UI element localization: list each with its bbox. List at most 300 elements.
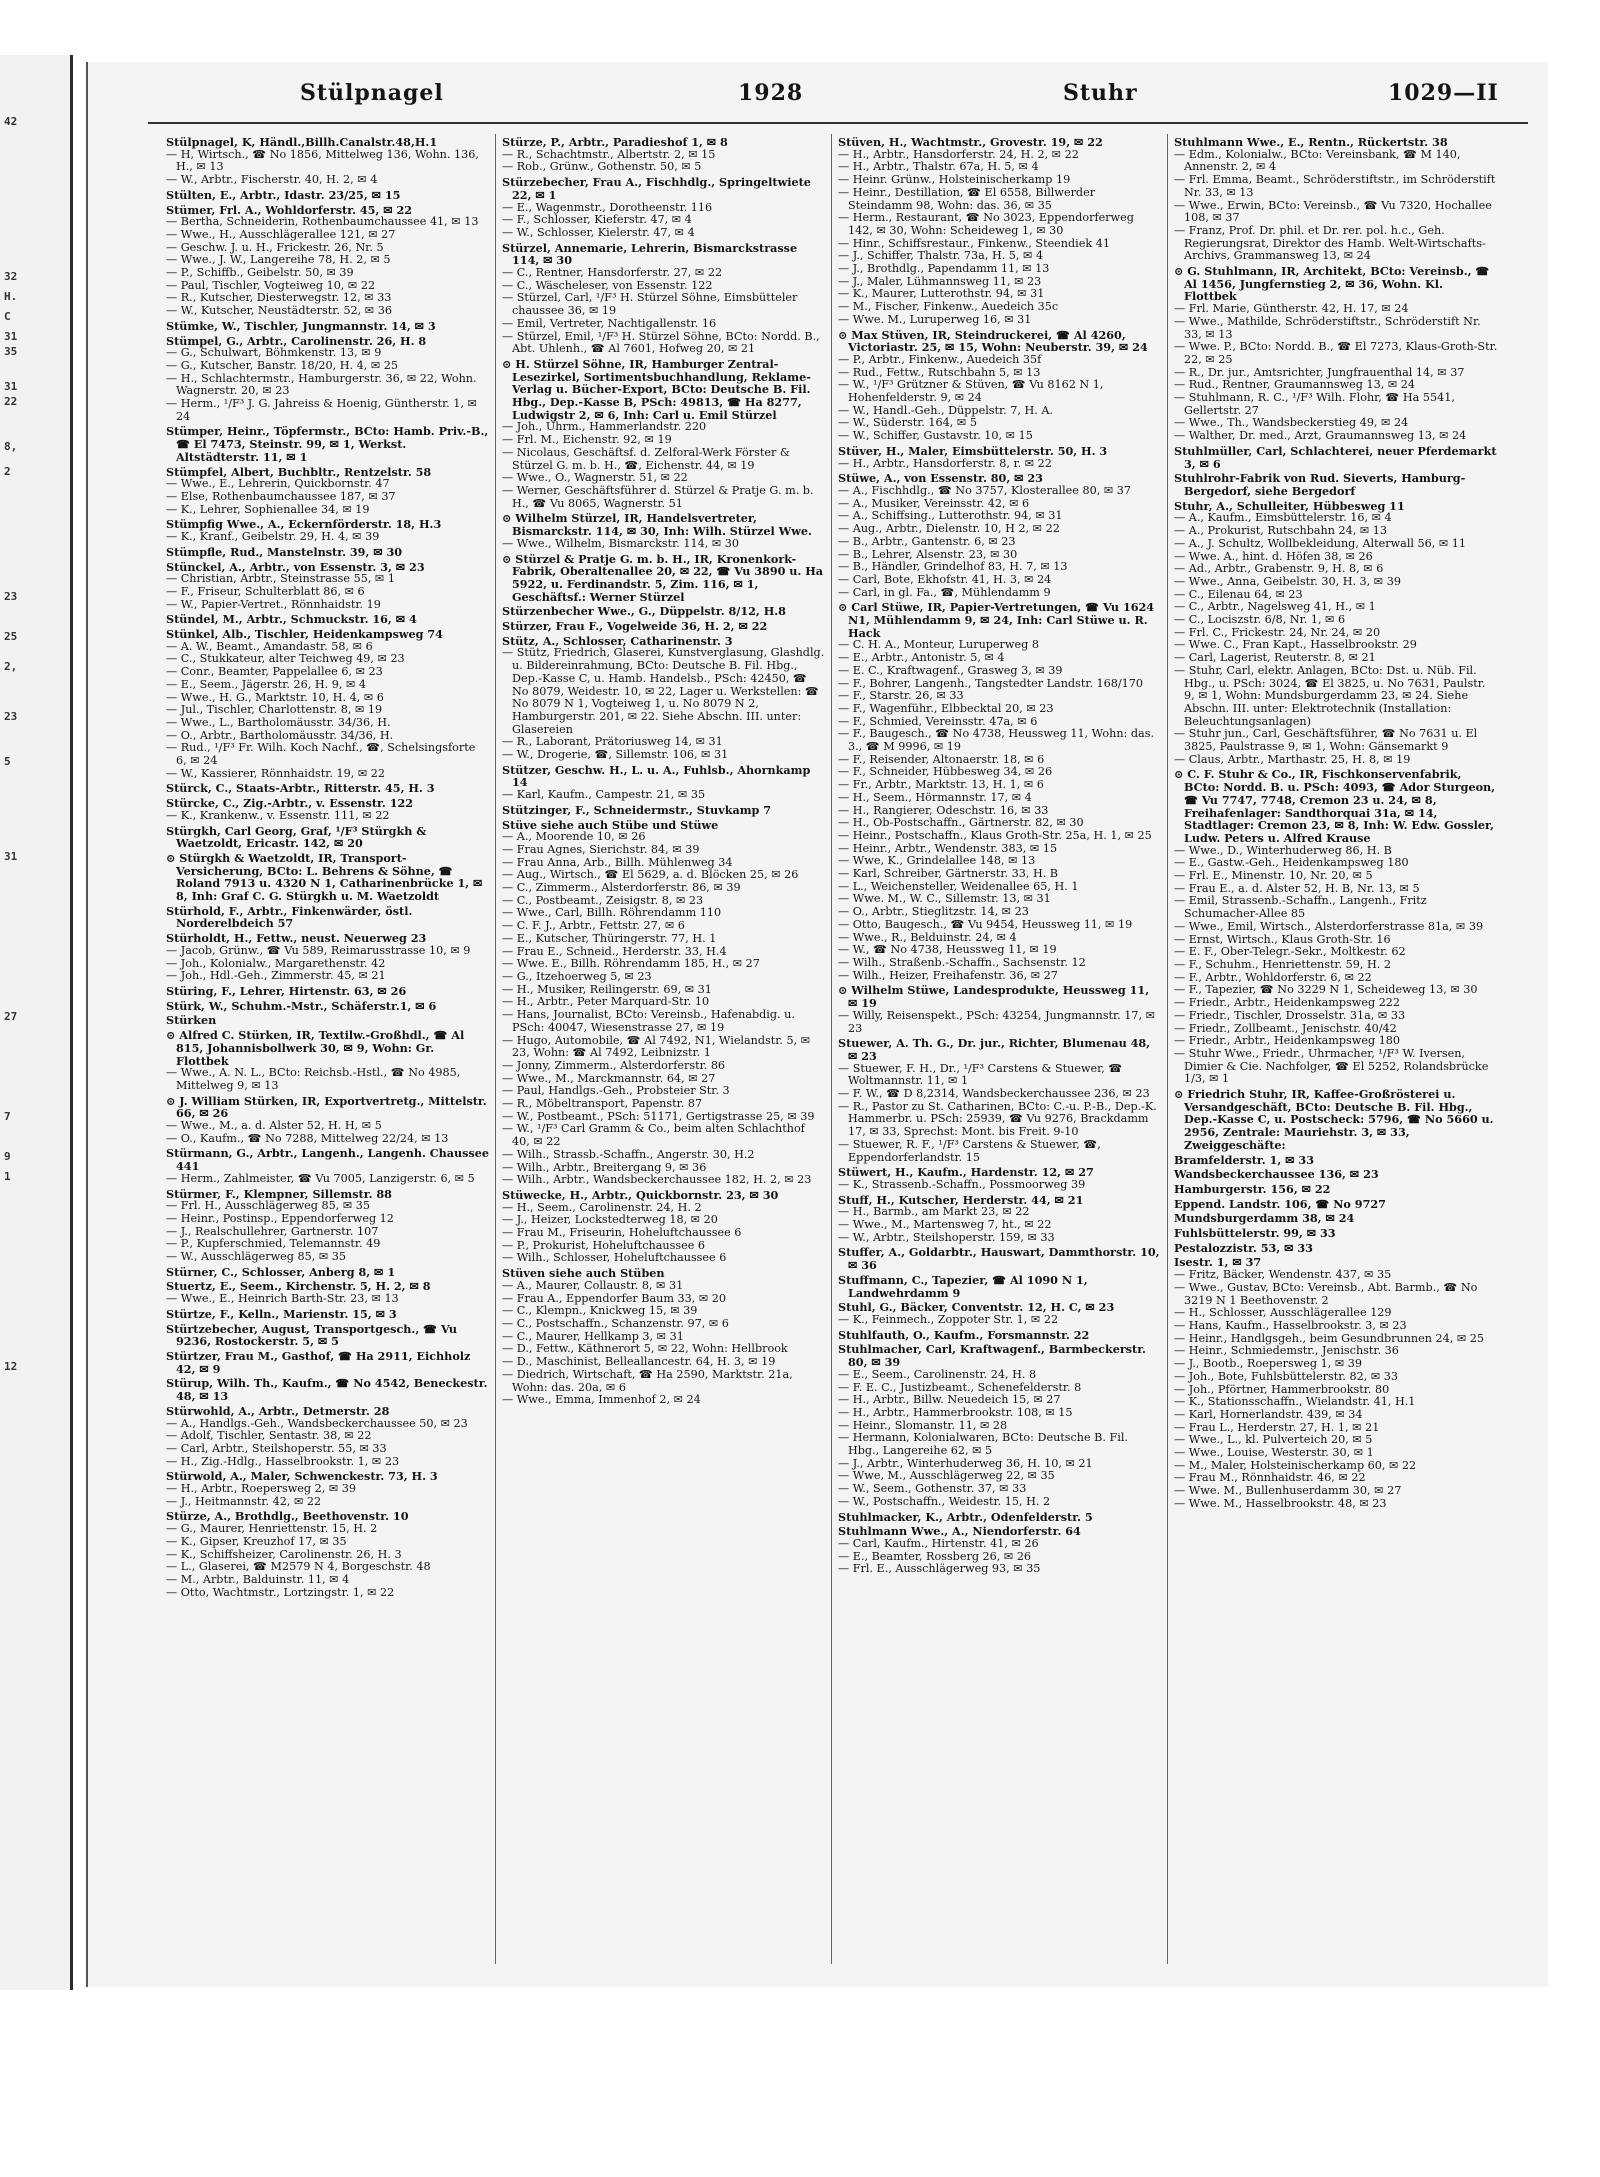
directory-entry: — F., Schmied, Vereinsstr. 47a, ✉ 6 xyxy=(838,714,1038,728)
directory-entry: Stützinger, F., Schneidermstr., Stuvkamp 7 xyxy=(502,802,772,817)
directory-entry: — Stürzel, Emil, ¹/F³ H. Stürzel Söhne, BCto: Nordd. B., Abt. Uhlenh., ☎ Al 7601, Hofweg 20, ✉ 21 xyxy=(502,329,820,356)
directory-entry: — Frau A., Eppendorfer Baum 33, ✉ 20 xyxy=(502,1291,727,1305)
directory-entry: — Wwe., M., a. d. Alster 52, H. H, ✉ 5 xyxy=(166,1119,382,1133)
header-year: 1928 xyxy=(738,80,804,106)
directory-entry: — Frl. Marie, Güntherstr. 42, H. 17, ✉ 24 xyxy=(1174,302,1409,316)
directory-entry: Stüwe, A., von Essenstr. 80, ✉ 23 xyxy=(838,471,1043,486)
left-margin-number: H. xyxy=(4,290,18,303)
directory-entry: — C., Eilenau 64, ✉ 23 xyxy=(1174,587,1303,601)
directory-entry: Mundsburgerdamm 38, ✉ 24 xyxy=(1174,1211,1355,1226)
directory-entry: — Stuewer, R. F., ¹/F³ Carstens & Stuewer, ☎, Eppendorferlandstr. 15 xyxy=(838,1137,1101,1164)
directory-entry: — J., Heitmannstr. 42, ✉ 22 xyxy=(166,1494,322,1508)
left-margin-number: 31 xyxy=(4,380,18,393)
directory-entry: Stütz, A., Schlosser, Catharinenstr. 3 xyxy=(502,633,733,648)
directory-entry: — J., Maler, Lühmannsweg 11, ✉ 23 xyxy=(838,274,1042,288)
directory-entry: Stündel, M., Arbtr., Schmuckstr. 16, ✉ 4 xyxy=(166,612,417,627)
directory-entry: Stürup, Wilh. Th., Kaufm., ☎ No 4542, Beneckestr. 48, ✉ 13 xyxy=(166,1376,488,1404)
header-first-name: Stülpnagel xyxy=(300,80,444,106)
directory-entry: — H., Musiker, Reilingerstr. 69, ✉ 31 xyxy=(502,982,712,996)
directory-entry: — Frl. H., Ausschlägerweg 85, ✉ 35 xyxy=(166,1199,371,1213)
directory-entry: Stürgkh, Carl Georg, Graf, ¹/F³ Stürgkh & Waetzoldt, Ericastr. 142, ✉ 20 xyxy=(166,823,427,851)
directory-entry: Stürzer, Frau F., Vogelweide 36, H. 2, ✉ 22 xyxy=(502,619,768,634)
directory-entry: — Adolf, Tischler, Sentastr. 38, ✉ 22 xyxy=(166,1429,372,1443)
directory-entry: — Stuhlmann, R. C., ¹/F³ Wilh. Flohr, ☎ Ha 5541, Gellertstr. 27 xyxy=(1174,391,1455,417)
directory-entry: — Emil, Vertreter, Nachtigallenstr. 16 xyxy=(502,316,717,330)
directory-entry: — F., Schneider, Hübbesweg 34, ✉ 26 xyxy=(838,765,1053,779)
directory-entry: — Rob., Grünw., Gothenstr. 50, ✉ 5 xyxy=(502,160,702,174)
directory-entry: — Stuewer, F. H., Dr., ¹/F³ Carstens & Stuewer, ☎ Woltmannstr. 11, ✉ 1 xyxy=(838,1061,1123,1088)
directory-entry: — Heinr., Arbtr., Wendenstr. 383, ✉ 15 xyxy=(838,841,1058,855)
directory-entry: — Frau M., Friseurin, Hoheluftchaussee 6 xyxy=(502,1226,742,1240)
directory-entry: Stümpel, G., Arbtr., Carolinenstr. 26, H. 8 xyxy=(166,333,427,348)
directory-entry: — G., Schulwart, Böhmkenstr. 13, ✉ 9 xyxy=(166,346,382,360)
directory-entry: Stuhlmann Wwe., E., Rentn., Rückertstr. 38 xyxy=(1174,135,1448,149)
directory-entry: — Hermann, Kolonialwaren, BCto: Deutsche B. Fil. Hbg., Langereihe 62, ✉ 5 xyxy=(838,1431,1128,1458)
header-page-number: 1029—II xyxy=(1388,80,1499,106)
directory-entry: — Carl, in gl. Fa., ☎, Mühlendamm 9 xyxy=(838,585,1051,599)
directory-entry: — Wwe. M., W. C., Sillemstr. 13, ✉ 31 xyxy=(838,892,1051,906)
directory-entry: — Wwe. P., BCto: Nordd. B., ☎ El 7273, Klaus-Groth-Str. 22, ✉ 25 xyxy=(1174,340,1498,366)
directory-entry: — Hugo, Automobile, ☎ Al 7492, N1, Wielandstr. 5, ✉ 23, Wohn: ☎ Al 7492, Leibnizstr. 1 xyxy=(502,1033,811,1060)
left-margin-number: 25 xyxy=(4,630,18,643)
directory-entry: — W., Drogerie, ☎, Sillemstr. 106, ✉ 31 xyxy=(502,748,729,762)
directory-entry: — Frl. Emma, Beamt., Schröderstiftstr., im Schröderstift Nr. 33, ✉ 13 xyxy=(1174,173,1496,199)
directory-entry: Stuhlmann Wwe., A., Niendorferstr. 64 xyxy=(838,1524,1081,1539)
directory-entry: — Wwe., Erwin, BCto: Vereinsb., ☎ Vu 7320, Hochallee 108, ✉ 37 xyxy=(1174,198,1492,225)
directory-entry: — W., ¹/F³ Carl Gramm & Co., beim alten Schlachthof 40, ✉ 22 xyxy=(502,1122,805,1149)
directory-entry: — B., Arbtr., Gantenstr. 6, ✉ 23 xyxy=(838,534,1016,548)
directory-entry: — E., Kutscher, Thüringerstr. 77, H. 1 xyxy=(502,931,717,945)
directory-entry: — E., Beamter, Rossberg 26, ✉ 26 xyxy=(838,1549,1032,1563)
directory-entry: — E., Gastw.-Geh., Heidenkampsweg 180 xyxy=(1174,856,1409,870)
directory-entry: — P., Kupferschmied, Telemannstr. 49 xyxy=(166,1237,381,1251)
directory-entry: Stürcke, C., Zig.-Arbtr., v. Essenstr. 122 xyxy=(166,796,414,811)
directory-entry: — A. W., Beamt., Amandastr. 58, ✉ 6 xyxy=(166,639,373,653)
directory-entry: — Heinr., Slomanstr. 11, ✉ 28 xyxy=(838,1418,1008,1432)
directory-entry: ⊙ C. F. Stuhr & Co., IR, Fischkonservenfabrik, BCto: Nordd. B. u. PSch: 4093, ☎ Ador Sturgeon, ☎ Vu 7747, 7748, Cremon 23 u. 24, ✉ 8, Freihafenlager: Sandthorquai 31a, ✉ 14, Stadtlager: Cremon 23, ✉ 8, Inh: W. Edw. Gossler, Ludw. Peters u. Alfred Krause xyxy=(1174,767,1496,845)
directory-entry: — Wwe, M., Ausschlägerweg 22, ✉ 35 xyxy=(838,1469,1055,1483)
directory-entry: — Stuhr Wwe., Friedr., Uhrmacher, ¹/F³ W. Iversen, Dimier & Cie. Nachfolger, ☎ El 5252, Rolandsbrücke 1/3, ✉ 1 xyxy=(1174,1046,1489,1086)
directory-entry: — Hinr., Schiffsrestaur., Finkenw., Steendiek 41 xyxy=(838,236,1110,250)
directory-entry: — Fr., Arbtr., Marktstr. 13, H. 1, ✉ 6 xyxy=(838,778,1044,792)
directory-entry: — C. H. A., Monteur, Luruperweg 8 xyxy=(838,638,1039,652)
directory-entry: Fuhlsbüttelerstr. 99, ✉ 33 xyxy=(1174,1226,1336,1241)
directory-entry: Stuhl, G., Bäcker, Conventstr. 12, H. C, ✉ 23 xyxy=(838,1300,1115,1315)
directory-entry: — Wwe., L., Bartholomäusstr. 34/36, H. xyxy=(166,715,391,729)
directory-entry: — Aug., Wirtsch., ☎ El 5629, a. d. Blöcken 25, ✉ 26 xyxy=(502,868,799,882)
directory-entry: Stürtzebecher, August, Transportgesch., ☎ Vu 9236, Rostockerstr. 5, ✉ 5 xyxy=(166,1321,458,1349)
directory-entry: — W., Arbtr., Steilshoperstr. 159, ✉ 33 xyxy=(838,1230,1055,1244)
directory-entry: — C., Wäscheleser, von Essenstr. 122 xyxy=(502,278,713,292)
column-2 xyxy=(496,134,832,1964)
directory-entry: — K., Maurer, Lutterothstr. 94, ✉ 31 xyxy=(838,287,1045,301)
directory-entry: Stürhold, F., Arbtr., Finkenwärder, östl. Norderelbdeich 57 xyxy=(166,903,413,931)
header-rule xyxy=(148,122,1528,124)
directory-entry: — H., Arbtr., Hansdorferstr. 24, H. 2, ✉ 22 xyxy=(838,147,1079,161)
directory-entry: — C., Maurer, Hellkamp 3, ✉ 31 xyxy=(502,1329,684,1343)
directory-entry: — W., Arbtr., Fischerstr. 40, H. 2, ✉ 4 xyxy=(166,173,378,187)
directory-entry: — C., Lociszstr. 6/8, Nr. 1, ✉ 6 xyxy=(1174,613,1346,627)
directory-entry: — R., Laborant, Prätoriusweg 14, ✉ 31 xyxy=(502,735,723,749)
directory-entry: ⊙ Stürzel & Pratje G. m. b. H., IR, Kronenkork-Fabrik, Oberaltenallee 20, ✉ 22, ☎ Vu 3890 u. Ha 5922, u. Ferdinandstr. 5, Zim. 116, ✉ 1, Geschäftsf.: Werner Stürzel xyxy=(502,551,824,604)
directory-entry: — C., Postschaffn., Schanzenstr. 97, ✉ 6 xyxy=(502,1316,729,1330)
directory-entry: Stüven, H., Wachtmstr., Grovestr. 19, ✉ 22 xyxy=(838,135,1103,149)
directory-entry: Stuhlmüller, Carl, Schlachterei, neuer Pferdemarkt 3, ✉ 6 xyxy=(1174,443,1497,471)
directory-entry: — Karl, Schreiber, Gärtnerstr. 33, H. B xyxy=(838,867,1059,881)
left-margin-number: 7 xyxy=(4,1110,11,1123)
directory-entry: — Carl, Lagerist, Reuterstr. 8, ✉ 21 xyxy=(1174,651,1376,665)
directory-entry: — K., Gipser, Kreuzhof 17, ✉ 35 xyxy=(166,1534,347,1548)
directory-entry: — Jul., Tischler, Charlottenstr. 8, ✉ 19 xyxy=(166,703,383,717)
directory-entry: — J., Heizer, Lockstedterweg 18, ✉ 20 xyxy=(502,1213,718,1227)
directory-entry: — A., Handlgs.-Geh., Wandsbeckerchaussee 50, ✉ 23 xyxy=(166,1416,468,1430)
directory-entry: — C., Postbeamt., Zeisigstr. 8, ✉ 23 xyxy=(502,893,704,907)
directory-entry: — Joh., Pförtner, Hammerbrookstr. 80 xyxy=(1174,1382,1390,1396)
directory-entry: — Wwe., L., kl. Pulverteich 20, ✉ 5 xyxy=(1174,1433,1373,1447)
page-header xyxy=(88,72,1548,122)
directory-entry: ⊙ Carl Stüwe, IR, Papier-Vertretungen, ☎ Vu 1624 N1, Mühlendamm 9, ✉ 24, Inh: Carl Stüwe u. R. Hack xyxy=(838,600,1155,640)
directory-entry: — Otto, Baugesch., ☎ Vu 9454, Heussweg 11, ✉ 19 xyxy=(838,917,1133,931)
directory-entry: Stüve siehe auch Stübe und Stüwe xyxy=(502,817,719,832)
directory-entry: Stümpfig Wwe., A., Eckernförderstr. 18, H.3 xyxy=(166,517,442,532)
directory-entry: — Wilh., Arbtr., Wandsbeckerchaussee 182, H. 2, ✉ 23 xyxy=(502,1173,812,1187)
directory-entry: Stuewer, A. Th. G., Dr. jur., Richter, Blumenau 48, ✉ 23 xyxy=(838,1036,1151,1063)
directory-entry: — E., Arbtr., Antonistr. 5, ✉ 4 xyxy=(838,651,1005,665)
directory-entry: — C. F. J., Arbtr., Fettstr. 27, ✉ 6 xyxy=(502,919,685,933)
directory-entry: — F., Baugesch., ☎ No 4738, Heussweg 11, Wohn: das. 3., ☎ M 9996, ✉ 19 xyxy=(838,727,1155,754)
directory-entry: — Paul, Handlgs.-Geh., Probsteier Str. 3 xyxy=(502,1084,730,1098)
directory-entry: Stuhlmacher, Carl, Kraftwagenf., Barmbeckerstr. 80, ✉ 39 xyxy=(838,1342,1146,1370)
directory-entry: — Frau M., Rönnhaidstr. 46, ✉ 22 xyxy=(1174,1471,1366,1485)
directory-entry: — Wwe., Louise, Westerstr. 30, ✉ 1 xyxy=(1174,1446,1374,1460)
directory-page xyxy=(86,62,1548,1987)
directory-entry: — F., Schuhm., Henriettenstr. 59, H. 2 xyxy=(1174,958,1392,971)
directory-entry: — L., Weichensteller, Weidenallee 65, H. 1 xyxy=(838,879,1079,893)
directory-entry: — C., Arbtr., Nagelsweg 41, H., ✉ 1 xyxy=(1174,600,1376,614)
directory-entry: — Willy, Reisenspekt., PSch: 43254, Jungmannstr. 17, ✉ 23 xyxy=(838,1008,1156,1035)
directory-entry: ⊙ Wilhelm Stüwe, Landesprodukte, Heussweg 11, ✉ 19 xyxy=(838,983,1150,1011)
directory-entry: — J., Bootb., Roepersweg 1, ✉ 39 xyxy=(1174,1357,1363,1371)
directory-entry: — Joh., Hdl.-Geh., Zimmerstr. 45, ✉ 21 xyxy=(166,969,386,983)
directory-entry: Stürken xyxy=(166,1013,217,1028)
directory-entry: — F., Friseur, Schulterblatt 86, ✉ 6 xyxy=(166,584,365,598)
directory-entry: Stürmer, F., Klempner, Sillemstr. 88 xyxy=(166,1186,392,1201)
column-1 xyxy=(160,134,496,1964)
directory-entry: — Edm., Kolonialw., BCto: Vereinsbank, ☎ M 140, Annenstr. 2, ✉ 4 xyxy=(1174,147,1461,174)
directory-entry: — W., Kassierer, Rönnhaidstr. 19, ✉ 22 xyxy=(166,766,386,780)
directory-entry: — W., ¹/F³ Grützner & Stüven, ☎ Vu 8162 N 1, Hohenfelderstr. 9, ✉ 24 xyxy=(838,378,1104,405)
directory-entry: — W., Postbeamt., PSch: 51171, Gertigstrasse 25, ✉ 39 xyxy=(502,1109,815,1123)
left-margin-number: 31 xyxy=(4,850,18,863)
directory-entry: Stürwold, A., Maler, Schwenckestr. 73, H. 3 xyxy=(166,1469,438,1484)
directory-entry: — Paul, Tischler, Vogteiweg 10, ✉ 22 xyxy=(166,278,376,292)
directory-entry: — G., Itzehoerweg 5, ✉ 23 xyxy=(502,970,652,983)
directory-entry: — F., Tapezier, ☎ No 3229 N 1, Scheideweg 13, ✉ 30 xyxy=(1174,983,1478,997)
directory-entry: — Frau E., a. d. Alster 52, H. B, Nr. 13, ✉ 5 xyxy=(1174,881,1420,895)
directory-entry: — Wwe., Emil, Wirtsch., Alsterdorferstrasse 81a, ✉ 39 xyxy=(1174,919,1484,933)
directory-entry: — W., Schlosser, Kielerstr. 47, ✉ 4 xyxy=(502,225,695,239)
directory-entry: — K., Strassenb.-Schaffn., Possmoorweg 39 xyxy=(838,1177,1086,1191)
directory-entry: — Herm., ¹/F³ J. G. Jahreiss & Hoenig, Güntherstr. 1, ✉ 24 xyxy=(166,397,477,423)
left-margin-number: 27 xyxy=(4,1010,18,1023)
directory-entry: Stümke, W., Tischler, Jungmannstr. 14, ✉ 3 xyxy=(166,318,436,333)
left-margin-number: 2 xyxy=(4,465,11,478)
directory-entry: ⊙ Alfred C. Stürken, IR, Textilw.-Großhdl., ☎ Al 815, Johannisbollwerk 30, ✉ 9, Wohn: Gr. Flottbek xyxy=(166,1028,465,1068)
left-margin-number: 31 xyxy=(4,330,18,343)
directory-entry: — Herm., Zahlmeister, ☎ Vu 7005, Lanzigerstr. 6, ✉ 5 xyxy=(166,1171,475,1185)
directory-entry: — P., Prokurist, Hoheluftchaussee 6 xyxy=(502,1238,706,1252)
directory-entry: — W., Süderstr. 164, ✉ 5 xyxy=(838,416,977,430)
directory-entry: — Heinr., Schmiedemstr., Jenischstr. 36 xyxy=(1174,1344,1399,1358)
directory-entry: — J., Realschullehrer, Gartnerstr. 107 xyxy=(166,1224,379,1238)
directory-entry: Stülten, E., Arbtr., Idastr. 23/25, ✉ 15 xyxy=(166,187,401,202)
directory-entry: — Wilh., Arbtr., Breitergang 9, ✉ 36 xyxy=(502,1160,707,1174)
directory-entry: — Wwe. C., Fran Kapt., Hasselbrookstr. 29 xyxy=(1174,638,1417,652)
directory-entry: — A., Musiker, Vereinsstr. 42, ✉ 6 xyxy=(838,496,1030,510)
directory-entry: — Wwe. A., hint. d. Höfen 38, ✉ 26 xyxy=(1174,549,1373,563)
directory-entry: — A., J. Schultz, Wollbekleidung, Alterwall 56, ✉ 11 xyxy=(1174,536,1467,550)
directory-entry: — Wwe, K., Grindelallee 148, ✉ 13 xyxy=(838,854,1036,868)
directory-columns xyxy=(160,134,1538,1964)
directory-entry: — Walther, Dr. med., Arzt, Graumannsweg 13, ✉ 24 xyxy=(1174,429,1467,443)
directory-entry: — Diedrich, Wirtschaft, ☎ Ha 2590, Marktstr. 21a, Wohn: das. 20a, ✉ 6 xyxy=(502,1367,793,1394)
directory-entry: — Wilh., Heizer, Freihafenstr. 36, ✉ 27 xyxy=(838,968,1058,982)
directory-entry: — F., Bohrer, Langenh., Tangstedter Landstr. 168/170 xyxy=(838,676,1144,690)
directory-entry: — Herm., Restaurant, ☎ No 3023, Eppendorferweg 142, ✉ 30, Wohn: Scheideweg 1, ✉ 30 xyxy=(838,211,1134,237)
directory-entry: — D., Fettw., Käthnerort 5, ✉ 22, Wohn: Hellbrook xyxy=(502,1342,788,1356)
directory-entry: — Joh., Uhrm., Hammerlandstr. 220 xyxy=(502,420,707,434)
directory-entry: — H., Rangierer, Odeschstr. 16, ✉ 33 xyxy=(838,803,1049,817)
directory-entry: — F., Starstr. 26, ✉ 33 xyxy=(838,689,964,703)
directory-entry: — A., Prokurist, Rutschbahn 24, ✉ 13 xyxy=(1174,524,1388,538)
directory-entry: — Wwe., E., Heinrich Barth-Str. 23, ✉ 13 xyxy=(166,1292,399,1306)
directory-entry: — Wwe. M., Luruperweg 16, ✉ 31 xyxy=(838,312,1032,326)
directory-entry: — W., Postschaffn., Weidestr. 15, H. 2 xyxy=(838,1494,1051,1508)
left-margin-number: 35 xyxy=(4,345,18,358)
directory-entry: — H., Arbtr., Hammerbrookstr. 108, ✉ 15 xyxy=(838,1405,1073,1419)
directory-entry: — W., ☎ No 4738, Heussweg 11, ✉ 19 xyxy=(838,943,1057,957)
directory-entry: — K., Schiffsheizer, Carolinenstr. 26, H. 3 xyxy=(166,1547,402,1561)
directory-entry: — Friedr., Tischler, Drosselstr. 31a, ✉ 33 xyxy=(1174,1008,1406,1022)
directory-entry: — F., Arbtr., Wohldorferstr. 6, ✉ 22 xyxy=(1174,970,1372,984)
directory-entry: — Frau L., Herderstr. 27, H. 1, ✉ 21 xyxy=(1174,1420,1380,1434)
directory-entry: Isestr. 1, ✉ 37 xyxy=(1174,1255,1262,1270)
directory-entry: Stümper, Heinr., Töpfermstr., BCto: Hamb. Priv.-B., ☎ El 7473, Steinstr. 99, ✉ 1, Werkst. Altstädterstr. 11, ✉ 1 xyxy=(166,424,489,464)
directory-entry: — C., Zimmerm., Alsterdorferstr. 86, ✉ 39 xyxy=(502,881,741,895)
directory-entry: — Wwe., Wilhelm, Bismarckstr. 114, ✉ 30 xyxy=(502,536,740,550)
directory-entry: — Wwe., Carl, Billh. Röhrendamm 110 xyxy=(502,906,722,920)
directory-entry: — Wwe., H., Ausschlägerallee 121, ✉ 27 xyxy=(166,227,396,241)
directory-entry: ⊙ H. Stürzel Söhne, IR, Hamburger Zentral-Lesezirkel, Sortimentsbuchhandlung, Reklame-Verlag u. Bücher-Export, BCto: Deutsche B. Fil. Hbg., Dep.-Kasse B, PSch: 49813, ☎ Ha 8277, Ludwigstr 2, ✉ 6, Inh: Carl u. Emil Stürzel xyxy=(502,356,811,422)
column-4 xyxy=(1168,134,1504,1964)
directory-entry: — J., Schiffer, Thalstr. 73a, H. 5, ✉ 4 xyxy=(838,249,1044,263)
directory-entry: — Wwe., Th., Wandsbeckerstieg 49, ✉ 24 xyxy=(1174,416,1409,430)
directory-entry: — B., Lehrer, Alsenstr. 23, ✉ 30 xyxy=(838,547,1018,561)
directory-entry: — Wwe., M., Martensweg 7, ht., ✉ 22 xyxy=(838,1218,1052,1232)
directory-entry: — Else, Rothenbaumchaussee 187, ✉ 37 xyxy=(166,489,396,503)
directory-entry: — Friedr., Arbtr., Heidenkampsweg 180 xyxy=(1174,1034,1401,1048)
left-margin-number: 12 xyxy=(4,1360,18,1373)
directory-entry: Stützer, Geschw. H., L. u. A., Fuhlsb., Ahornkamp 14 xyxy=(502,762,811,790)
directory-entry: Stuhr, A., Schulleiter, Hübbesweg 11 xyxy=(1174,498,1405,513)
header-last-name: Stuhr xyxy=(1063,80,1138,106)
directory-entry: — Friedr., Zollbeamt., Jenischstr. 40/42 xyxy=(1174,1021,1397,1035)
directory-entry: Stürzebecher, Frau A., Fischhdlg., Springeltwiete 22, ✉ 1 xyxy=(502,175,811,202)
directory-entry: — Heinr., Postinsp., Eppendorferweg 12 xyxy=(166,1211,394,1225)
directory-entry: — Wwe., Gustav, BCto: Vereinsb., Abt. Barmb., ☎ No 3219 N 1 Beethovenstr. 2 xyxy=(1174,1280,1478,1307)
directory-entry: — M., Arbtr., Balduinstr. 11, ✉ 4 xyxy=(166,1572,350,1586)
directory-entry: — A., Moorende 10, ✉ 26 xyxy=(502,830,646,844)
directory-entry: ⊙ Max Stüven, IR, Steindruckerei, ☎ Al 4260, Victoriastr. 25, ✉ 15, Wohn: Neuberstr. 39, ✉ 24 xyxy=(838,327,1148,355)
directory-entry: — F. E. C., Justizbeamt., Schenefelderstr. 8 xyxy=(838,1380,1082,1394)
directory-entry: — O., Arbtr., Bartholomäusstr. 34/36, H. xyxy=(166,728,394,742)
directory-entry: — Emil, Strassenb.-Schaffn., Langenh., Fritz Schumacher-Allee 85 xyxy=(1174,894,1427,921)
directory-entry: Pestalozzistr. 53, ✉ 33 xyxy=(1174,1240,1313,1255)
directory-entry: — A., Maurer, Collaustr. 8, ✉ 31 xyxy=(502,1278,684,1292)
directory-entry: — E. C., Kraftwagenf., Grasweg 3, ✉ 39 xyxy=(838,663,1063,677)
directory-entry: — Christian, Arbtr., Steinstrasse 55, ✉ 1 xyxy=(166,572,395,586)
directory-entry: Hamburgerstr. 156, ✉ 22 xyxy=(1174,1181,1331,1196)
directory-entry: — H., Arbtr., Peter Marquard-Str. 10 xyxy=(502,995,710,1009)
directory-entry: Stülpnagel, K, Händl.,Billh.Canalstr.48,H.1 xyxy=(166,135,438,149)
directory-entry: — Aug., Arbtr., Dielenstr. 10, H 2, ✉ 22 xyxy=(838,522,1060,536)
directory-entry: — Frau Anna, Arb., Billh. Mühlenweg 34 xyxy=(502,855,733,869)
directory-entry: — Frl. M., Eichenstr. 92, ✉ 19 xyxy=(502,433,672,447)
directory-entry: — H., Arbtr., Billw. Neuedeich 15, ✉ 27 xyxy=(838,1393,1061,1407)
directory-entry: — Wwe., O., Wagnerstr. 51, ✉ 22 xyxy=(502,471,688,485)
directory-entry: — Wwe., H. G., Marktstr. 10, H. 4, ✉ 6 xyxy=(166,690,384,704)
directory-entry: Stuffmann, C., Tapezier, ☎ Al 1090 N 1, Landwehrdamm 9 xyxy=(838,1272,1088,1300)
column-3 xyxy=(832,134,1168,1964)
directory-entry: ⊙ J. William Stürken, IR, Exportvertretg., Mittelstr. 66, ✉ 26 xyxy=(166,1093,487,1121)
directory-entry: — A., Schiffsing., Lutterothstr. 94, ✉ 31 xyxy=(838,509,1063,523)
directory-entry: Bramfelderstr. 1, ✉ 33 xyxy=(1174,1152,1314,1167)
directory-entry: Wandsbeckerchaussee 136, ✉ 23 xyxy=(1174,1167,1379,1182)
directory-entry: — F., Reisender, Altonaerstr. 18, ✉ 6 xyxy=(838,752,1045,766)
left-margin-number: 23 xyxy=(4,590,18,603)
directory-entry: — Frl. E., Ausschlägerweg 93, ✉ 35 xyxy=(838,1562,1041,1576)
directory-entry: Stuhlmacker, K., Arbtr., Odenfelderstr. 5 xyxy=(838,1509,1093,1524)
left-margin-number: 23 xyxy=(4,710,18,723)
directory-entry: — M., Fischer, Finkenw., Auedeich 35c xyxy=(838,300,1059,314)
directory-entry: ⊙ Stürgkh & Waetzoldt, IR, Transport-Versicherung, BCto: L. Behrens & Söhne, ☎ Roland 7913 u. 4320 N 1, Catharinenbrücke 1, ✉ 8, Inh: Graf C. G. Stürgkh u. M. Waetzoldt xyxy=(166,850,483,904)
directory-entry: — Wwe., J. W., Langereihe 78, H. 2, ✉ 5 xyxy=(166,253,391,267)
directory-entry: Stürk, W., Schuhm.-Mstr., Schäferstr.1, ✉ 6 xyxy=(166,998,437,1013)
directory-entry: — Carl, Kaufm., Hirtenstr. 41, ✉ 26 xyxy=(838,1536,1039,1550)
directory-entry: — W., Ausschlägerweg 85, ✉ 35 xyxy=(166,1250,346,1264)
directory-entry: Stüven siehe auch Stüben xyxy=(502,1266,665,1281)
directory-entry: — B., Händler, Grindelhof 83, H. 7, ✉ 13 xyxy=(838,560,1068,574)
directory-entry: ⊙ G. Stuhlmann, IR, Architekt, BCto: Vereinsb., ☎ Al 1456, Jungfernstieg 2, ✉ 36, Wohn. Kl. Flottbek xyxy=(1174,264,1490,304)
directory-entry: — Wwe. E., Billh. Röhrendamm 185, H., ✉ 27 xyxy=(502,957,760,971)
directory-entry: — K., Lehrer, Sophienallee 34, ✉ 19 xyxy=(166,502,370,516)
directory-entry: — Wwe., Mathilde, Schröderstiftstr., Schröderstift Nr. 33, ✉ 13 xyxy=(1174,314,1481,341)
directory-entry: — H., Arbtr., Roepersweg 2, ✉ 39 xyxy=(166,1482,357,1496)
directory-entry: — Wwe., A. N. L., BCto: Reichsb.-Hstl., ☎ No 4985, Mittelweg 9, ✉ 13 xyxy=(166,1066,461,1092)
directory-entry: Stuff, H., Kutscher, Herderstr. 44, ✉ 21 xyxy=(838,1192,1084,1207)
directory-entry: — Hans, Journalist, BCto: Vereinsb., Hafenabdig. u. PSch: 40047, Wiesenstrasse 27, ✉ 19 xyxy=(502,1008,795,1034)
directory-entry: Stürner, C., Schlosser, Anberg 8, ✉ 1 xyxy=(166,1264,396,1279)
directory-entry: Stümer, Frl. A., Wohldorferstr. 45, ✉ 22 xyxy=(166,202,413,217)
directory-entry: — Stütz, Friedrich, Glaserei, Kunstverglasung, Glashdlg. u. Bildereinrahmung, BCto: Deutsche B. Fil. Hbg., Dep.-Kasse C, u. Hamb. Handelsb., PSch: 42450, ☎ No 8079, Weidestr. 10, ✉ 22, Lager u. Werkstellen: ☎ No 8079 N 1, Vogteiweg 1, u. No 8079 N 2, Hamburgerstr. 201, ✉ 22. Siehe Abschn. III. unter: Glasereien xyxy=(502,646,825,736)
directory-entry: — A., Kaufm., Eimsbüttelerstr. 16, ✉ 4 xyxy=(1174,511,1392,525)
directory-entry: — Wwe., Emma, Immenhof 2, ✉ 24 xyxy=(502,1393,701,1407)
directory-entry: — Heinr., Handlgsgeh., beim Gesundbrunnen 24, ✉ 25 xyxy=(1174,1331,1485,1345)
directory-entry: — Franz, Prof. Dr. phil. et Dr. rer. pol. h.c., Geh. Regierungsrat, Direktor des Hamb. Welt-Wirtschafts-Archivs, Grammansweg 13, ✉ 24 xyxy=(1174,223,1486,263)
left-margin-number: C xyxy=(4,310,11,323)
directory-entry: Stürholdt, H., Fettw., neust. Neuerweg 23 xyxy=(166,931,427,946)
directory-entry: — R., Schachtmstr., Albertstr. 2, ✉ 15 xyxy=(502,147,716,161)
left-margin-number: 1 xyxy=(4,1170,11,1183)
directory-entry: — Friedr., Arbtr., Heidenkampsweg 222 xyxy=(1174,996,1401,1010)
directory-entry: — Ernst, Wirtsch., Klaus Groth-Str. 16 xyxy=(1174,932,1391,946)
directory-entry: — C., Rentner, Hansdorferstr. 27, ✉ 22 xyxy=(502,266,723,280)
directory-entry: — Wwe., Anna, Geibelstr. 30, H. 3, ✉ 39 xyxy=(1174,574,1401,588)
directory-entry: — O., Arbtr., Stieglitzstr. 14, ✉ 23 xyxy=(838,905,1029,919)
directory-entry: — Rud., ¹/F³ Fr. Wilh. Koch Nachf., ☎, Schelsingsforte 6, ✉ 24 xyxy=(166,741,476,768)
directory-entry: — C., Klempn., Knickweg 15, ✉ 39 xyxy=(502,1304,698,1318)
directory-entry: — A., Fischhdlg., ☎ No 3757, Klosterallee 80, ✉ 37 xyxy=(838,483,1131,497)
directory-entry: Stürtze, F., Kelln., Marienstr. 15, ✉ 3 xyxy=(166,1306,397,1321)
directory-entry: — Bertha, Schneiderin, Rothenbaumchaussee 41, ✉ 13 xyxy=(166,215,479,229)
directory-entry: — Joh., Kolonialw., Margarethenstr. 42 xyxy=(166,956,386,970)
directory-entry: — Rud., Fettw., Rutschbahn 5, ✉ 13 xyxy=(838,365,1041,379)
directory-entry: — C., Stukkateur, alter Teichweg 49, ✉ 23 xyxy=(166,652,405,666)
directory-entry: — Ad., Arbtr., Grabenstr. 9, H. 8, ✉ 6 xyxy=(1174,562,1384,576)
directory-entry: Stürzel, Annemarie, Lehrerin, Bismarckstrasse 114, ✉ 30 xyxy=(502,240,798,268)
directory-entry: — H., Barmb., am Markt 23, ✉ 22 xyxy=(838,1205,1030,1219)
directory-entry: — Heinr. Grünw., Holsteinischerkamp 19 xyxy=(838,173,1071,187)
directory-entry: — Frl. C., Frickestr. 24, Nr. 24, ✉ 20 xyxy=(1174,625,1381,639)
directory-entry: Stuhlrohr-Fabrik von Rud. Sieverts, Hamburg-Bergedorf, siehe Bergedorf xyxy=(1174,471,1466,498)
directory-entry: — O., Kaufm., ☎ No 7288, Mittelweg 22/24, ✉ 13 xyxy=(166,1131,449,1145)
directory-entry: — G., Kutscher, Banstr. 18/20, H. 4, ✉ 25 xyxy=(166,358,399,372)
directory-entry: — H., Seem., Carolinenstr. 24, H. 2 xyxy=(502,1200,702,1214)
directory-entry: — R., Kutscher, Diesterwegstr. 12, ✉ 33 xyxy=(166,291,392,305)
directory-entry: Stünkel, Alb., Tischler, Heidenkampsweg 74 xyxy=(166,627,443,642)
directory-entry: — W., Seem., Gothenstr. 37, ✉ 33 xyxy=(838,1482,1027,1496)
left-margin-number: 9 xyxy=(4,1150,11,1163)
directory-entry: — Karl, Hornerlandstr. 439, ✉ 34 xyxy=(1174,1407,1363,1421)
directory-entry: — K., Krankenw., v. Essenstr. 111, ✉ 22 xyxy=(166,808,390,822)
directory-entry: Stünckel, A., Arbtr., von Essenstr. 3, ✉ 23 xyxy=(166,559,425,574)
directory-entry: — Wwe. M., Bullenhuserdamm 30, ✉ 27 xyxy=(1174,1484,1402,1498)
directory-entry: — Wilh., Straßenb.-Schaffn., Sachsenstr. 12 xyxy=(838,956,1086,969)
directory-entry: — L., Glaserei, ☎ M2579 N 4, Borgeschstr. 48 xyxy=(166,1560,431,1574)
directory-entry: — P., Schiffb., Geibelstr. 50, ✉ 39 xyxy=(166,266,354,280)
directory-entry: — R., Möbeltransport, Papenstr. 87 xyxy=(502,1097,703,1111)
directory-entry: Stümpfel, Albert, Buchbltr., Rentzelstr. 58 xyxy=(166,464,432,479)
directory-entry: — Carl, Arbtr., Steilshoperstr. 55, ✉ 33 xyxy=(166,1441,387,1455)
directory-entry: — M., Maler, Holsteinischerkamp 60, ✉ 22 xyxy=(1174,1458,1417,1472)
directory-entry: — W., Papier-Vertret., Rönnhaidstr. 19 xyxy=(166,597,381,611)
directory-entry: — P., Arbtr., Finkenw., Auedeich 35f xyxy=(838,352,1042,366)
directory-entry: Stuffer, A., Goldarbtr., Hauswart, Dammthorstr. 10, ✉ 36 xyxy=(838,1245,1160,1273)
directory-entry: — Jacob, Grünw., ☎ Vu 589, Reimarusstrasse 10, ✉ 9 xyxy=(166,943,471,957)
directory-entry: — H., Ob-Postschaffn., Gärtnerstr. 82, ✉ 30 xyxy=(838,816,1084,830)
directory-entry: Stürtzer, Frau M., Gasthof, ☎ Ha 2911, Eichholz 42, ✉ 9 xyxy=(166,1348,471,1376)
directory-entry: — Geschw. J. u. H., Frickestr. 26, Nr. 5 xyxy=(166,240,384,254)
directory-entry: Stuertz, E., Seem., Kirchenstr. 5, H. 2, ✉ 8 xyxy=(166,1279,431,1294)
directory-entry: — Wwe., E., Lehrerin, Quickbornstr. 47 xyxy=(166,477,390,491)
directory-entry: — R., Dr. jur., Amtsrichter, Jungfrauenthal 14, ✉ 37 xyxy=(1174,365,1465,379)
directory-entry: — Frl. E., Minenstr. 10, Nr. 20, ✉ 5 xyxy=(1174,869,1373,883)
directory-entry: Stuhlfauth, O., Kaufm., Forsmannstr. 22 xyxy=(838,1327,1090,1342)
directory-entry: — Rud., Rentner, Graumannsweg 13, ✉ 24 xyxy=(1174,378,1416,392)
directory-entry: — H., Arbtr., Thalstr. 67a, H. 5, ✉ 4 xyxy=(838,160,1039,174)
directory-entry: — Carl, Bote, Ekhofstr. 41, H. 3, ✉ 24 xyxy=(838,572,1052,586)
directory-entry: Eppend. Landstr. 106, ☎ No 9727 xyxy=(1174,1196,1386,1211)
